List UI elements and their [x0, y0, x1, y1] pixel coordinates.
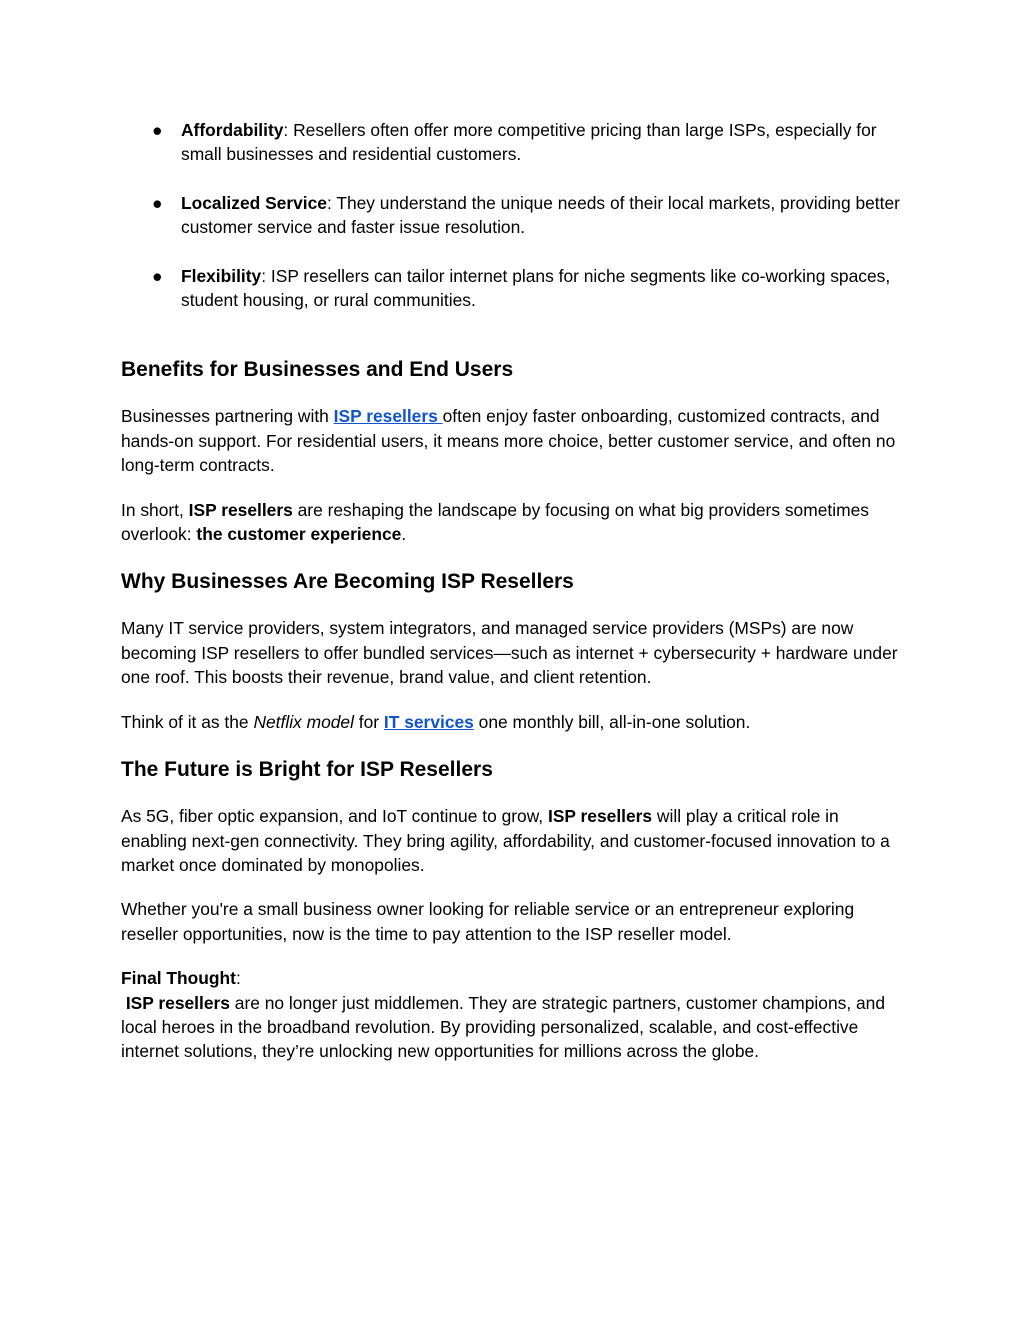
- text-run: In short,: [121, 499, 189, 520]
- paragraph-netflix-model: [121, 710, 907, 734]
- bullet-affordability: [121, 118, 907, 167]
- bullet-term: Affordability: [181, 120, 284, 140]
- text-run: are no longer just middlemen. They are strategic partners, customer champions, and local heroes in the broadband revolution. By providing personalized, scalable, and cost-effective internet solutions, they’re unlocking new opportunities for millions across the globe.: [121, 992, 886, 1062]
- bullet-term: Localized Service: [181, 192, 327, 213]
- heading-why-businesses: Why Businesses Are Becoming ISP Resellers: [121, 570, 574, 594]
- it-services-link[interactable]: IT services: [383, 711, 474, 732]
- benefits-bullet-list: [121, 118, 907, 312]
- paragraph-5g-fiber: [121, 804, 907, 877]
- bullet-term: Flexibility: [181, 265, 262, 286]
- text-run: for: [353, 711, 384, 732]
- bold-text: ISP resellers: [125, 992, 230, 1013]
- paragraph-in-short: [121, 498, 907, 547]
- text-run: Think of it as the: [121, 711, 254, 732]
- bullet-localized-service: [121, 191, 907, 240]
- text-run: one monthly bill, all-in-one solution.: [473, 711, 751, 732]
- text-run: :: [235, 968, 241, 989]
- text-run: often enjoy faster onboarding, customized contracts, and hands-on support. For residential users, it means more choice, better customer service, and often no long-term contracts.: [121, 406, 896, 476]
- text-run: will play a critical role in enabling next-gen connectivity. They bring agility, affordability, and customer-focused innovation to a market once dominated by monopolies.: [121, 806, 890, 875]
- heading-future: The Future is Bright for ISP Resellers: [121, 758, 493, 782]
- bold-text: ISP resellers: [188, 499, 293, 520]
- paragraph-final-thought: [121, 991, 907, 1064]
- heading-benefits: Benefits for Businesses and End Users: [121, 358, 514, 382]
- text-run: .: [401, 524, 407, 545]
- bullet-text: : Resellers often offer more competitive pricing than large ISPs, especially for small businesses and residential customers.: [181, 120, 877, 165]
- paragraph-whether: Whether you're a small business owner looking for reliable service or an entrepreneur exploring reseller opportunities, now is the time to pay attention to the ISP reseller model.: [121, 899, 855, 944]
- bullet-icon: ●: [152, 192, 163, 213]
- bold-text: the customer experience: [196, 524, 402, 545]
- text-run: As 5G, fiber optic expansion, and IoT continue to grow,: [121, 806, 548, 827]
- paragraph-it-providers: Many IT service providers, system integrators, and managed service providers (MSPs) are now becoming ISP resellers to offer bundled services—such as internet + cybersecurity + hardware under one roof. This boosts their revenue, brand value, and client retention.: [121, 618, 898, 688]
- final-thought-label-line: [121, 966, 907, 990]
- italic-text: Netflix model: [253, 711, 354, 732]
- isp-resellers-link[interactable]: ISP resellers: [333, 406, 443, 427]
- document-content: [121, 118, 907, 1064]
- bullet-text: : ISP resellers can tailor internet plans for niche segments like co-working spaces, student housing, or rural communities.: [181, 265, 891, 311]
- text-run: are reshaping the landscape by focusing on what big providers sometimes overlook:: [121, 499, 869, 545]
- bullet-icon: ●: [152, 120, 163, 140]
- text-run: Businesses partnering with: [121, 406, 334, 427]
- final-thought-label: Final Thought: [121, 968, 236, 989]
- bullet-text: : They understand the unique needs of their local markets, providing better customer service and faster issue resolution.: [181, 192, 900, 238]
- paragraph-benefits-partnering: [121, 404, 907, 477]
- bullet-icon: ●: [152, 265, 163, 286]
- bold-text: ISP resellers: [547, 806, 653, 827]
- bullet-flexibility: [121, 264, 907, 313]
